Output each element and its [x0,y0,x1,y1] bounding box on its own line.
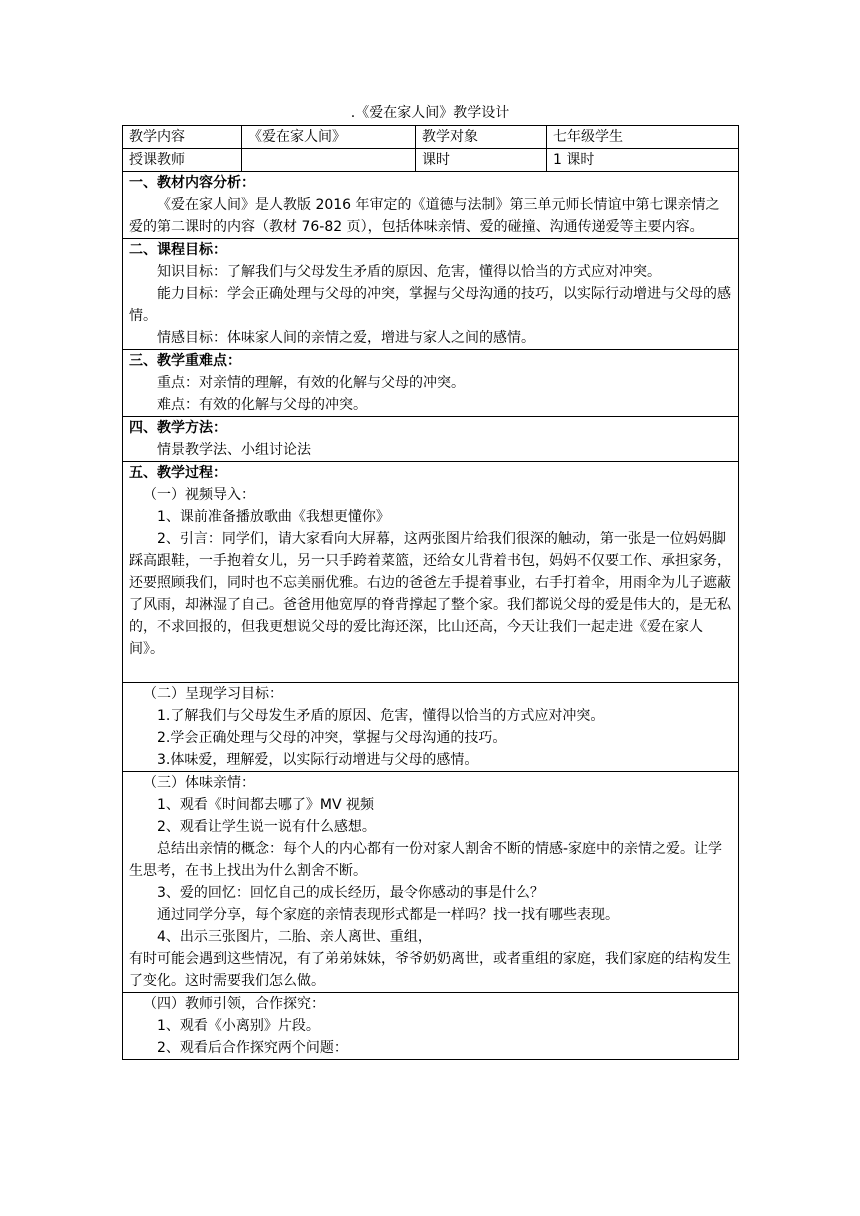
section-paragraph: 《爱在家人间》是人教版 2016 年审定的《道德与法制》第三单元师长情谊中第七课亲情之爱的第二课时的内容（教材 76-82 页），包括体味亲情、爱的碰撞、沟通传递爱等主要内容。 [129,197,720,235]
section-heading: 一、教材内容分析： [129,175,255,191]
audience-value: 七年级学生 [547,126,739,149]
section-learning-goals [123,683,739,772]
section-course-goals [123,239,739,350]
share-paragraph: 通过同学分享，每个家庭的亲情表现形式都是一样吗？找一找有哪些表现。 [157,907,619,923]
section-cooperative-inquiry [123,993,739,1060]
section-feel-family-love [123,772,739,993]
teacher-value [242,149,416,172]
section-material-analysis [123,172,739,239]
teacher-label: 授课教师 [123,149,242,172]
section-heading: 四、教学方法： [129,420,227,436]
list-item: 2、引言：同学们，请大家看向大屏幕，这两张图片给我们很深的触动，第一张是一位妈妈脚踩高跟鞋，一手抱着女儿，另一只手跨着菜篮，还给女儿背着书包，妈妈不仅要工作、承担家务，还要照顾我们，同时也不忘美丽优雅。右边的爸爸左手提着事业，右手打着伞，用雨伞为儿子遮蔽了风雨，却淋湿了自己。爸爸用他宽厚的脊背撑起了整个家。我们都说父母的爱是伟大的，是无私的，不求回报的，但我更想说父母的爱比海还深，比山还高，今天让我们一起走进《爱在家人间》。 [129,531,731,657]
section-heading: 五、教学过程： [129,465,227,481]
blank-line [129,660,732,682]
list-item: 1、观看《小离别》片段。 [157,1018,320,1034]
hours-value: 1 课时 [547,149,739,172]
key-point: 重点：对亲情的理解，有效的化解与父母的冲突。 [157,375,465,391]
difficult-point: 难点：有效的化解与父母的冲突。 [157,397,367,413]
emotion-goal: 情感目标：体味家人间的亲情之爱，增进与家人之间的感情。 [157,330,535,346]
section-heading: 二、课程目标： [129,242,227,258]
section-key-points [123,350,739,417]
part-title: （四）教师引领，合作探究： [143,996,325,1012]
section-heading: 三、教学重难点： [129,353,241,369]
list-item: 3、爱的回忆：回忆自己的成长经历，最令你感动的事是什么？ [157,885,544,901]
detail-paragraph: 有时可能会遇到这些情况，有了弟弟妹妹，爷爷奶奶离世，或者重组的家庭，我们家庭的结构发生了变化。这时需要我们怎么做。 [129,951,731,989]
document-title: .《爱在家人间》教学设计 [350,105,510,121]
list-item: 2、观看让学生说一说有什么感想。 [157,819,376,835]
list-item: 1、观看《时间都去哪了》MV 视频 [157,797,375,813]
summary-paragraph: 总结出亲情的概念：每个人的内心都有一份对家人割舍不断的情感-家庭中的亲情之爱。让学生思考，在书上找出为什么割舍不断。 [129,841,723,879]
info-row-teacher [123,149,739,172]
part-title: （二）呈现学习目标： [143,686,283,702]
methods-text: 情景教学法、小组讨论法 [157,442,311,458]
lesson-plan-table [122,125,739,1060]
part-title: （一）视频导入： [143,487,255,503]
list-item: 3.体味爱，理解爱，以实际行动增进与父母的感情。 [157,752,479,768]
ability-goal: 能力目标：学会正确处理与父母的冲突，掌握与父母沟通的技巧，以实际行动增进与父母的感情。 [129,286,731,324]
section-teaching-methods [123,417,739,462]
hours-label: 课时 [416,149,547,172]
part-title: （三）体味亲情： [143,775,255,791]
info-row-content [123,126,739,149]
content-label: 教学内容 [123,126,242,149]
list-item: 2、观看后合作探究两个问题： [157,1040,348,1056]
list-item: 4、出示三张图片，二胎、亲人离世、重组， [157,929,432,945]
list-item: 1、课前准备播放歌曲《我想更懂你》 [157,509,390,525]
section-teaching-process [123,462,739,683]
knowledge-goal: 知识目标：了解我们与父母发生矛盾的原因、危害，懂得以恰当的方式应对冲突。 [157,264,661,280]
list-item: 2.学会正确处理与父母的冲突，掌握与父母沟通的技巧。 [157,730,507,746]
list-item: 1.了解我们与父母发生矛盾的原因、危害，懂得以恰当的方式应对冲突。 [157,708,605,724]
content-value: 《爱在家人间》 [242,126,416,149]
audience-label: 教学对象 [416,126,547,149]
